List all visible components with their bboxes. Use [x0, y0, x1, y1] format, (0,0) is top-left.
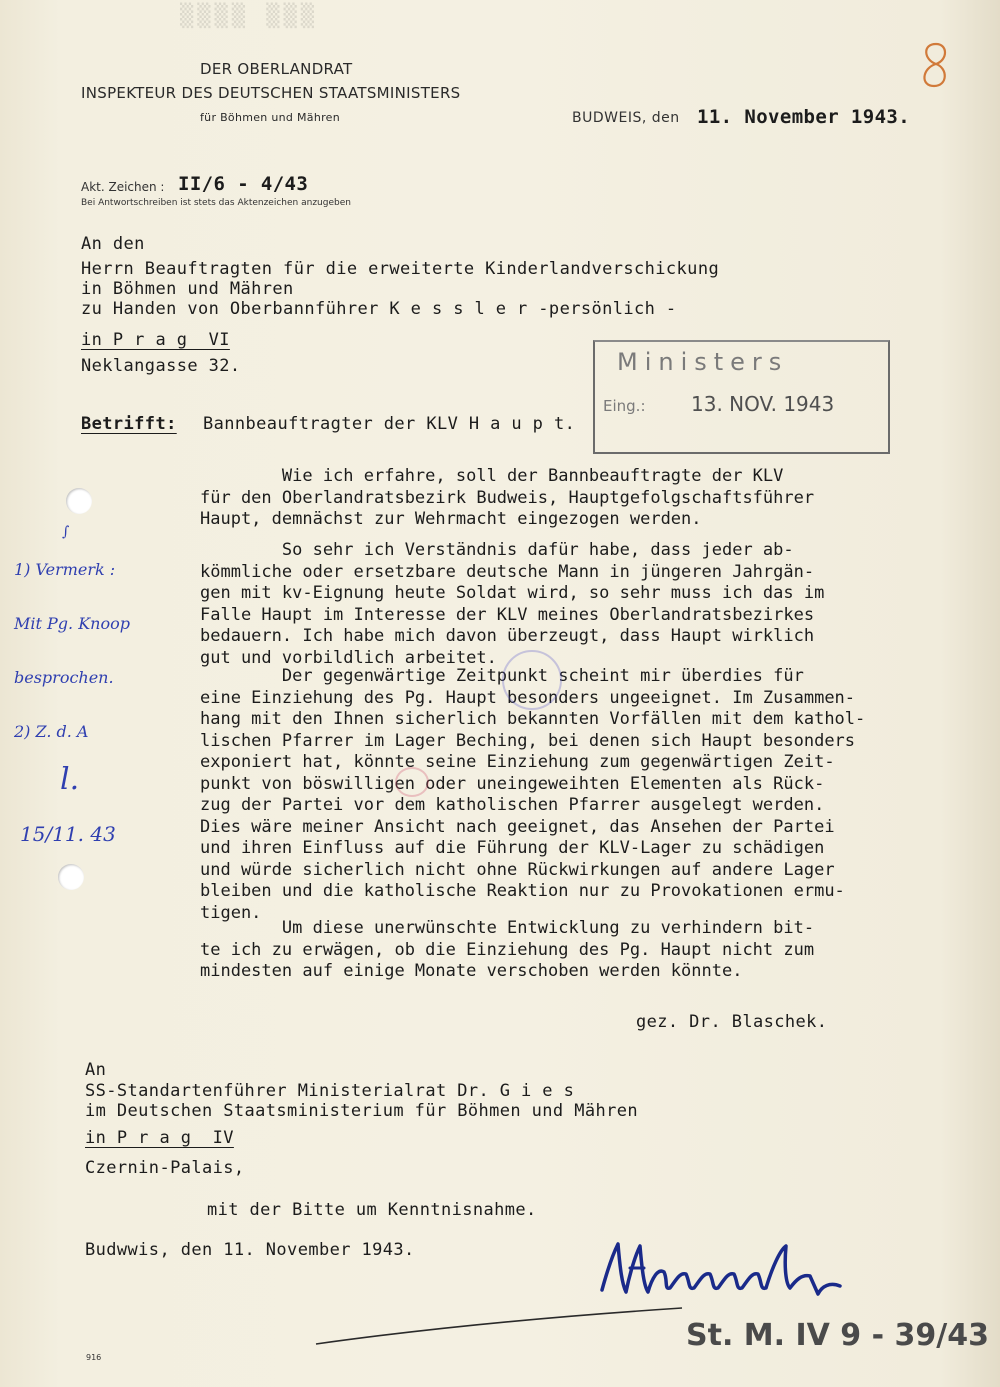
margin-mark: ∫ [62, 524, 70, 540]
copy-request: mit der Bitte um Kenntnisnahme. [207, 1200, 537, 1220]
file-number-stamp: St. M. IV 9 - 39/43 [686, 1318, 989, 1353]
margin-note-line-5: l. [60, 762, 80, 797]
copy-to-line-1: An [85, 1060, 107, 1080]
body-paragraph-4: Um diese unerwünschte Entwicklung zu verhindern bit- te ich zu erwägen, ob die Einziehung des Pg. Haupt nicht zum mindesten auf einige Monate verschoben werden könnte. [200, 918, 815, 981]
punch-hole-top [66, 488, 92, 514]
copy-to-line-2: SS-Standartenführer Ministerialrat Dr. G i e s [85, 1081, 575, 1101]
recipient-line-3: in Böhmen und Mähren [81, 279, 294, 299]
subject-label: Betrifft: [81, 414, 177, 434]
recipient-line-4: zu Handen von Oberbannführer K e s s l e r -persönlich - [81, 299, 677, 319]
faint-round-stamp [502, 650, 562, 710]
recipient-line-1: An den [81, 234, 145, 254]
margin-note-line-4: 2) Z. d. A [14, 722, 89, 741]
letter-date: 11. November 1943. [697, 106, 911, 128]
copy-to-line-3: im Deutschen Staatsministerium für Böhmen und Mähren [85, 1101, 639, 1121]
letterhead-line2: INSPEKTEUR DES DEUTSCHEN STAATSMINISTERS [81, 84, 461, 102]
signed-by: gez. Dr. Blaschek. [636, 1012, 828, 1032]
copy-to-address: Czernin-Palais, [85, 1158, 245, 1178]
reference-label: Akt. Zeichen : [81, 180, 165, 194]
reference-note: Bei Antwortschreiben ist stets das Aktenzeichen anzugeben [81, 198, 351, 208]
margin-note-line-6: 15/11. 43 [20, 822, 116, 846]
margin-note-line-1: 1) Vermerk : [14, 560, 116, 579]
place-label: BUDWEIS, den [572, 110, 680, 126]
place-and-date: Budwwis, den 11. November 1943. [85, 1240, 415, 1260]
margin-note-line-3: besprochen. [14, 668, 114, 687]
handwritten-page-number [912, 36, 962, 96]
copy-to-city: in P r a g IV [85, 1128, 234, 1148]
stamp-title: Ministers [617, 348, 789, 376]
form-code: 916 [86, 1353, 102, 1362]
body-paragraph-2: So sehr ich Verständnis dafür habe, dass jeder ab- kömmliche oder ersetzbare deutsche Mann in jüngeren Jahrgän- gen mit kv-Eignung heute Soldat wird, so sehr muss ich das im Falle Haupt im Interesse der KLV meines Oberlandratsbezirkes bedauern. Ich habe mich davon überzeugt, dass Haupt wirklich gut und vorbildlich arbeitet. [200, 540, 825, 668]
letterhead-line3: für Böhmen und Mähren [200, 111, 341, 124]
faint-pink-mark [395, 767, 429, 797]
punch-hole-bottom [58, 864, 84, 890]
stamp-eing-label: Eing.: [603, 397, 646, 415]
recipient-city: in P r a g VI [81, 330, 230, 350]
recipient-line-2: Herrn Beauftragten für die erweiterte Kinderlandverschickung [81, 259, 720, 279]
body-paragraph-3: Der gegenwärtige Zeitpunkt scheint mir überdies für eine Einziehung des Pg. Haupt besonders ungeeignet. Im Zusammen- hang mit den Ihnen sicherlich bekannten Vorfällen mit dem kathol- lischen Pfarrer im Lager Beching, bei denen sich Haupt besonders exponiert hat, könnte seine Einziehung zum gegenwärtigen Zeit- punkt von böswilligen oder uneingeweihten Elementen als Rück- zug der Partei vor dem katholischen Pfarrer ausgelegt werden. Dies wäre meiner Ansicht nach geeignet, das Ansehen der Partei und ihren Einfluss auf die Führung der KLV-Lager zu schädigen und würde sicherlich nicht ohne Rückwirkungen auf andere Lager bleiben und die katholische Reaktion nur zu Provokationen ermu- tigen. [200, 666, 866, 923]
margin-note-line-2: Mit Pg. Knoop [14, 614, 130, 633]
stamp-date: 13. NOV. 1943 [691, 392, 835, 416]
letterhead-line1: DER OBERLANDRAT [200, 60, 353, 78]
reference-value: II/6 - 4/43 [178, 173, 309, 195]
recipient-street: Neklangasse 32. [81, 356, 241, 376]
bleed-through-text: ▒▒▒▒ ▒▒▒ [180, 4, 318, 29]
received-stamp [593, 340, 890, 454]
subject-text: Bannbeauftragter der KLV H a u p t. [203, 414, 576, 434]
handwritten-underline [310, 1286, 690, 1356]
body-paragraph-1: Wie ich erfahre, soll der Bannbeauftragte der KLV für den Oberlandratsbezirk Budweis, Hauptgefolgschaftsführer Haupt, demnächst zur Wehrmacht eingezogen werden. [200, 466, 815, 529]
